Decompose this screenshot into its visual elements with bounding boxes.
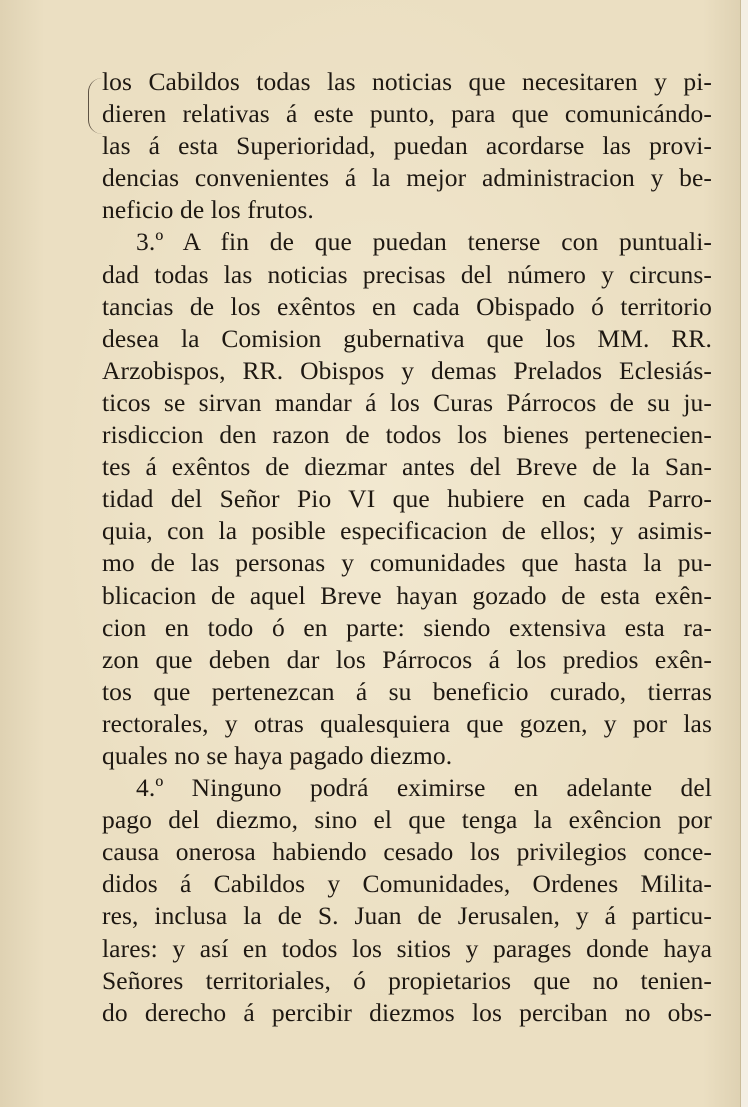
margin-bracket-mark xyxy=(88,78,103,134)
text-line: pago del diezmo, sino el que tenga la exêncion por xyxy=(102,805,712,835)
text-line: quia, con la posible especificacion de ellos; y asimis- xyxy=(102,516,712,546)
text-line: dieren relativas á este punto, para que comunicándo- xyxy=(102,99,712,129)
text-line: las á esta Superioridad, puedan acordarse las provi- xyxy=(102,131,712,161)
text-line: tancias de los exêntos en cada Obispado ó territorio xyxy=(102,291,712,321)
text-line: cion en todo ó en parte: siendo extensiva esta ra- xyxy=(102,612,712,642)
text-line: dad todas las noticias precisas del número y circuns- xyxy=(102,259,712,289)
text-line: do derecho á percibir diezmos los perciban no obs- xyxy=(102,997,712,1027)
text-line: quales no se haya pagado diezmo. xyxy=(102,740,453,770)
text-line: desea la Comision gubernativa que los MM. RR. xyxy=(102,323,712,353)
body-text xyxy=(102,66,712,1029)
page-edge xyxy=(740,0,748,1107)
text-line: mo de las personas y comunidades que hasta la pu- xyxy=(102,548,712,578)
text-line: res, inclusa la de S. Juan de Jerusalen, y á particu- xyxy=(102,901,712,931)
paragraph-3-start: 3.º A fin de que puedan tenerse con puntuali- xyxy=(136,227,712,257)
text-line: zon que deben dar los Párrocos á los predios exên- xyxy=(102,644,712,674)
text-line: didos á Cabildos y Comunidades, Ordenes Milita- xyxy=(102,869,712,899)
text-line: causa onerosa habiendo cesado los privilegios conce- xyxy=(102,837,712,867)
paragraph-4-start: 4.º Ninguno podrá eximirse en adelante del xyxy=(136,773,712,803)
text-line: Arzobispos, RR. Obispos y demas Prelados Eclesiás- xyxy=(102,355,712,385)
text-line: blicacion de aquel Breve hayan gozado de esta exên- xyxy=(102,580,712,610)
text-line: dencias convenientes á la mejor administracion y be- xyxy=(102,163,712,193)
text-line: tidad del Señor Pio VI que hubiere en cada Parro- xyxy=(102,484,712,514)
text-line: neficio de los frutos. xyxy=(102,195,314,225)
text-line: risdiccion den razon de todos los bienes pertenecien- xyxy=(102,420,712,450)
text-line: lares: y así en todos los sitios y parages donde haya xyxy=(102,933,712,963)
text-line: tos que pertenezcan á su beneficio curado, tierras xyxy=(102,676,712,706)
text-line: ticos se sirvan mandar á los Curas Párrocos de su ju- xyxy=(102,387,712,417)
text-line: tes á exêntos de diezmar antes del Breve de la San- xyxy=(102,452,712,482)
text-line: los Cabildos todas las noticias que necesitaren y pi- xyxy=(102,67,712,96)
text-line: Señores territoriales, ó propietarios que no tenien- xyxy=(102,965,712,995)
text-line: rectorales, y otras qualesquiera que gozen, y por las xyxy=(102,708,712,738)
